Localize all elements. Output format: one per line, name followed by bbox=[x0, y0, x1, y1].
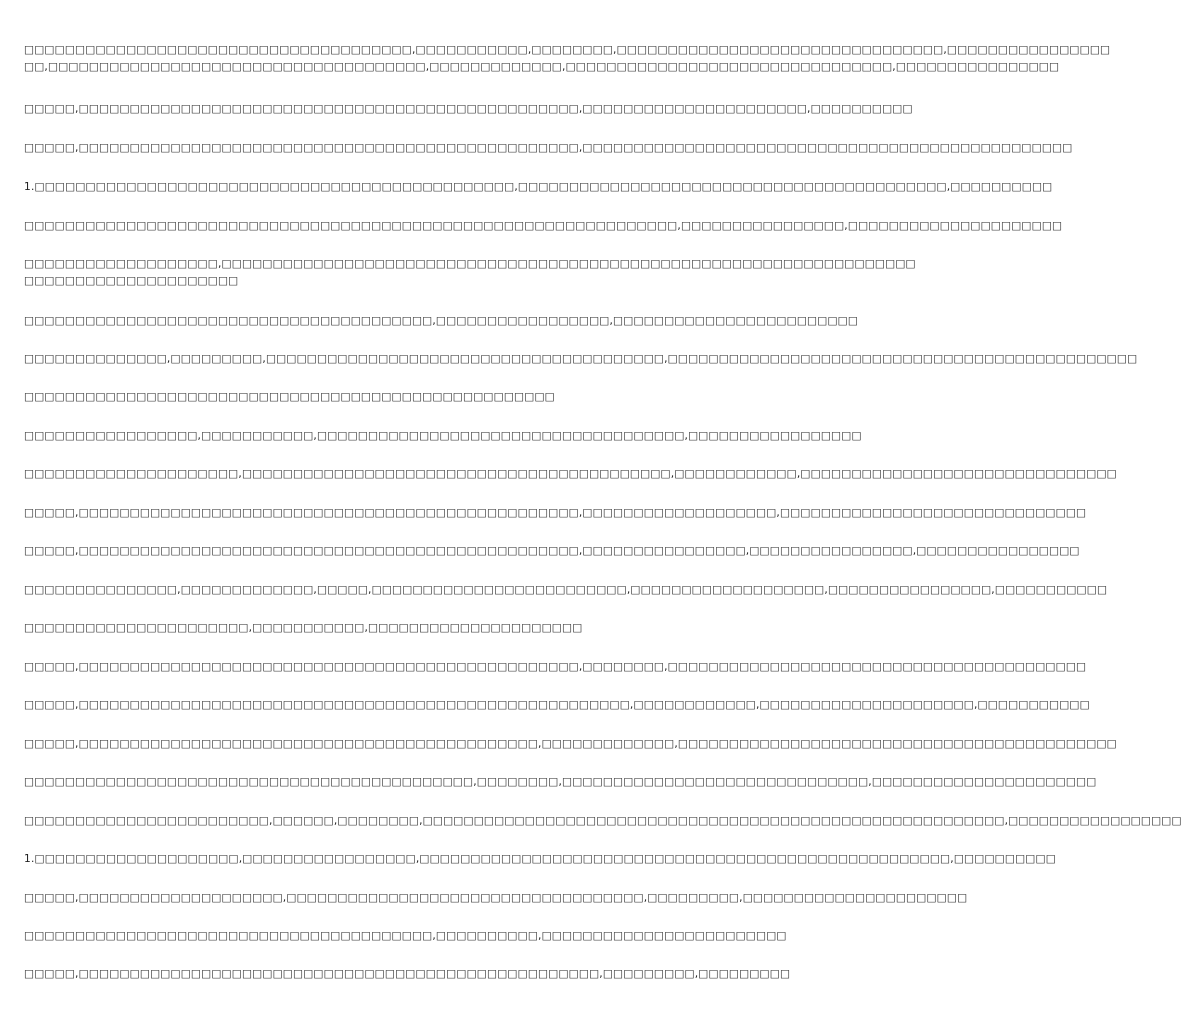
paragraph bbox=[24, 505, 1087, 522]
paragraph bbox=[24, 218, 1063, 235]
paragraph bbox=[24, 582, 1108, 599]
text-line: 1.□□□□□□□□□□□□□□□□□□□□,□□□□□□□□□□□□□□□□□,□□□□□□□□□□□□□□□□□□□□□□□□□□□□□□□□□□□□□□□□□□□□□□□□□□□□,□□□□□□□□□□ bbox=[24, 853, 1056, 865]
paragraph bbox=[24, 736, 1117, 753]
text-line: □□□□□□□□□□□□□□□□□□□□□□□□□□□□□□□□□□□□□□□□□□□□,□□□□□□□□,□□□□□□□□□□□□□□□□□□□□□□□□□□□□□□,□□□□□□□□□□□□□□□□□□□□□□ bbox=[24, 776, 1097, 788]
paragraph bbox=[24, 256, 916, 290]
text-line: □□□□□,□□□□□□□□□□□□□□□□□□□□□□□□□□□□□□□□□□□□□□□□□□□□□□□□□□□,□□□□□□□□□,□□□□□□□□□ bbox=[24, 968, 791, 980]
paragraph bbox=[24, 659, 1087, 676]
paragraph bbox=[24, 774, 1097, 791]
paragraph bbox=[24, 466, 1117, 483]
paragraph bbox=[24, 966, 791, 983]
text-line: □□□□□□□□□□□□□□□□□□□□□□□□□□□□□□□□□□□□□□□□□□□□□□□□□□□□ bbox=[24, 391, 555, 403]
text-line: □□□□□□□□□□□□□□□□□□□□□□□□,□□□□□□,□□□□□□□□,□□□□□□□□□□□□□□□□□□□□□□□□□□□□□□□□□□□□□□□□□□□□□□□□□□□□□□□□□,□□□□□□□□□□□□□□□□□ bbox=[24, 815, 1182, 827]
paragraph bbox=[24, 928, 787, 945]
paragraph bbox=[24, 42, 1111, 76]
text-line: □□□□□,□□□□□□□□□□□□□□□□□□□□□□□□□□□□□□□□□□□□□□□□□□□□□,□□□□□□□□□□□□□,□□□□□□□□□□□□□□□□□□□□□□□□□□□□□□□□□□□□□□□□□□□ bbox=[24, 738, 1117, 750]
text-line: □□□□□,□□□□□□□□□□□□□□□□□□□□□□□□□□□□□□□□□□□□□□□□□□□□□□□□□,□□□□□□□□□□□□□□□□,□□□□□□□□□□□□□□□□,□□□□□□□□□□□□□□□□ bbox=[24, 545, 1080, 557]
text-line: □□□□□,□□□□□□□□□□□□□□□□□□□□□□□□□□□□□□□□□□□□□□□□□□□□□□□□□,□□□□□□□□□□□□□□□□□□□□□□,□□□□□□□□□□ bbox=[24, 103, 913, 115]
text-line: □□□□□,□□□□□□□□□□□□□□□□□□□□□□□□□□□□□□□□□□□□□□□□□□□□□□□□□,□□□□□□□□,□□□□□□□□□□□□□□□□□□□□□□□□□□□□□□□□□□□□□□□□□ bbox=[24, 661, 1087, 673]
text-line: □□□□□□□□□□□□□□□□□,□□□□□□□□□□□,□□□□□□□□□□□□□□□□□□□□□□□□□□□□□□□□□□□□,□□□□□□□□□□□□□□□□□ bbox=[24, 430, 862, 442]
text-line: □□□□□□□□□□□□□□,□□□□□□□□□,□□□□□□□□□□□□□□□□□□□□□□□□□□□□□□□□□□□□□□□,□□□□□□□□□□□□□□□□□□□□□□□□□□□□□□□□□□□□□□□□□□□□□□ bbox=[24, 353, 1138, 365]
text-line: □□□□□□□□□□□□□□□□□□□□□□,□□□□□□□□□□□,□□□□□□□□□□□□□□□□□□□□□ bbox=[24, 622, 583, 634]
paragraph bbox=[24, 351, 1138, 368]
paragraph bbox=[24, 851, 1056, 868]
paragraph bbox=[24, 543, 1080, 560]
paragraph bbox=[24, 620, 696, 637]
text-line: □□□□□□□□□□□□□□□□□□□,□□□□□□□□□□□□□□□□□□□□□□□□□□□□□□□□□□□□□□□□□□□□□□□□□□□□□□□□□□□□□□□□□□□□ bbox=[24, 258, 916, 270]
text-line: □□□□□□□□□□□□□□□□□□□□□ bbox=[24, 275, 239, 287]
text-line: □□□□□□□□□□□□□□□□□□□□□□□□□□□□□□□□□□□□□□□□,□□□□□□□□□□,□□□□□□□□□□□□□□□□□□□□□□□□ bbox=[24, 930, 787, 942]
text-line: □□□□□□□□□□□□□□□□□□□□□,□□□□□□□□□□□□□□□□□□□□□□□□□□□□□□□□□□□□□□□□□□,□□□□□□□□□□□□,□□□□□□□□□□□□□□□□□□□□□□□□□□□□□□□ bbox=[24, 468, 1117, 480]
text-line: □□□□□,□□□□□□□□□□□□□□□□□□□□,□□□□□□□□□□□□□□□□□□□□□□□□□□□□□□□□□□□,□□□□□□□□□,□□□□□□□□□□□□□□□□□□□□□□ bbox=[24, 892, 968, 904]
paragraph bbox=[24, 140, 1073, 157]
text-line: □□,□□□□□□□□□□□□□□□□□□□□□□□□□□□□□□□□□□□□□,□□□□□□□□□□□□□,□□□□□□□□□□□□□□□□□□□□□□□□□□□□□□□□,□□□□□□□□□□□□□□□□ bbox=[24, 61, 1060, 73]
paragraph bbox=[24, 697, 1090, 714]
text-line: □□□□□□□□□□□□□□□□□□□□□□□□□□□□□□□□□□□□□□,□□□□□□□□□□□,□□□□□□□□,□□□□□□□□□□□□□□□□□□□□□□□□□□□□□□□□,□□□□□□□□□□□□□□□□ bbox=[24, 44, 1111, 56]
paragraph bbox=[24, 890, 968, 907]
paragraph bbox=[24, 313, 859, 330]
text-line: □□□□□□□□□□□□□□□□□□□□□□□□□□□□□□□□□□□□□□□□,□□□□□□□□□□□□□□□□□,□□□□□□□□□□□□□□□□□□□□□□□□ bbox=[24, 315, 859, 327]
paragraph bbox=[24, 179, 1053, 196]
text-line: □□□□□,□□□□□□□□□□□□□□□□□□□□□□□□□□□□□□□□□□□□□□□□□□□□□□□□□,□□□□□□□□□□□□□□□□□□□□□□□□□□□□□□□□□□□□□□□□□□□□□□□□ bbox=[24, 142, 1073, 154]
text-line: □□□□□□□□□□□□□□□,□□□□□□□□□□□□□,□□□□□,□□□□□□□□□□□□□□□□□□□□□□□□□,□□□□□□□□□□□□□□□□□□□,□□□□□□□□□□□□□□□□,□□□□□□□□□□□ bbox=[24, 584, 1108, 596]
paragraph bbox=[24, 428, 862, 445]
text-line: □□□□□,□□□□□□□□□□□□□□□□□□□□□□□□□□□□□□□□□□□□□□□□□□□□□□□□□,□□□□□□□□□□□□□□□□□□□,□□□□□□□□□□□□□□□□□□□□□□□□□□□□□□ bbox=[24, 507, 1087, 519]
paragraph bbox=[24, 101, 913, 118]
paragraph bbox=[24, 813, 1182, 830]
text-line: 1.□□□□□□□□□□□□□□□□□□□□□□□□□□□□□□□□□□□□□□□□□□□□□□□,□□□□□□□□□□□□□□□□□□□□□□□□□□□□□□□□□□□□□□□□□□,□□□□□□□□□□ bbox=[24, 181, 1053, 193]
paragraph bbox=[24, 389, 696, 406]
text-line: □□□□□□□□□□□□□□□□□□□□□□□□□□□□□□□□□□□□□□□□□□□□□□□□□□□□□□□□□□□□□□□□,□□□□□□□□□□□□□□□□,□□□□□□□□□□□□□□□□□□□□□ bbox=[24, 220, 1063, 232]
text-line: □□□□□,□□□□□□□□□□□□□□□□□□□□□□□□□□□□□□□□□□□□□□□□□□□□□□□□□□□□□□,□□□□□□□□□□□□,□□□□□□□□□□□□□□□□□□□□□,□□□□□□□□□□□ bbox=[24, 699, 1090, 711]
